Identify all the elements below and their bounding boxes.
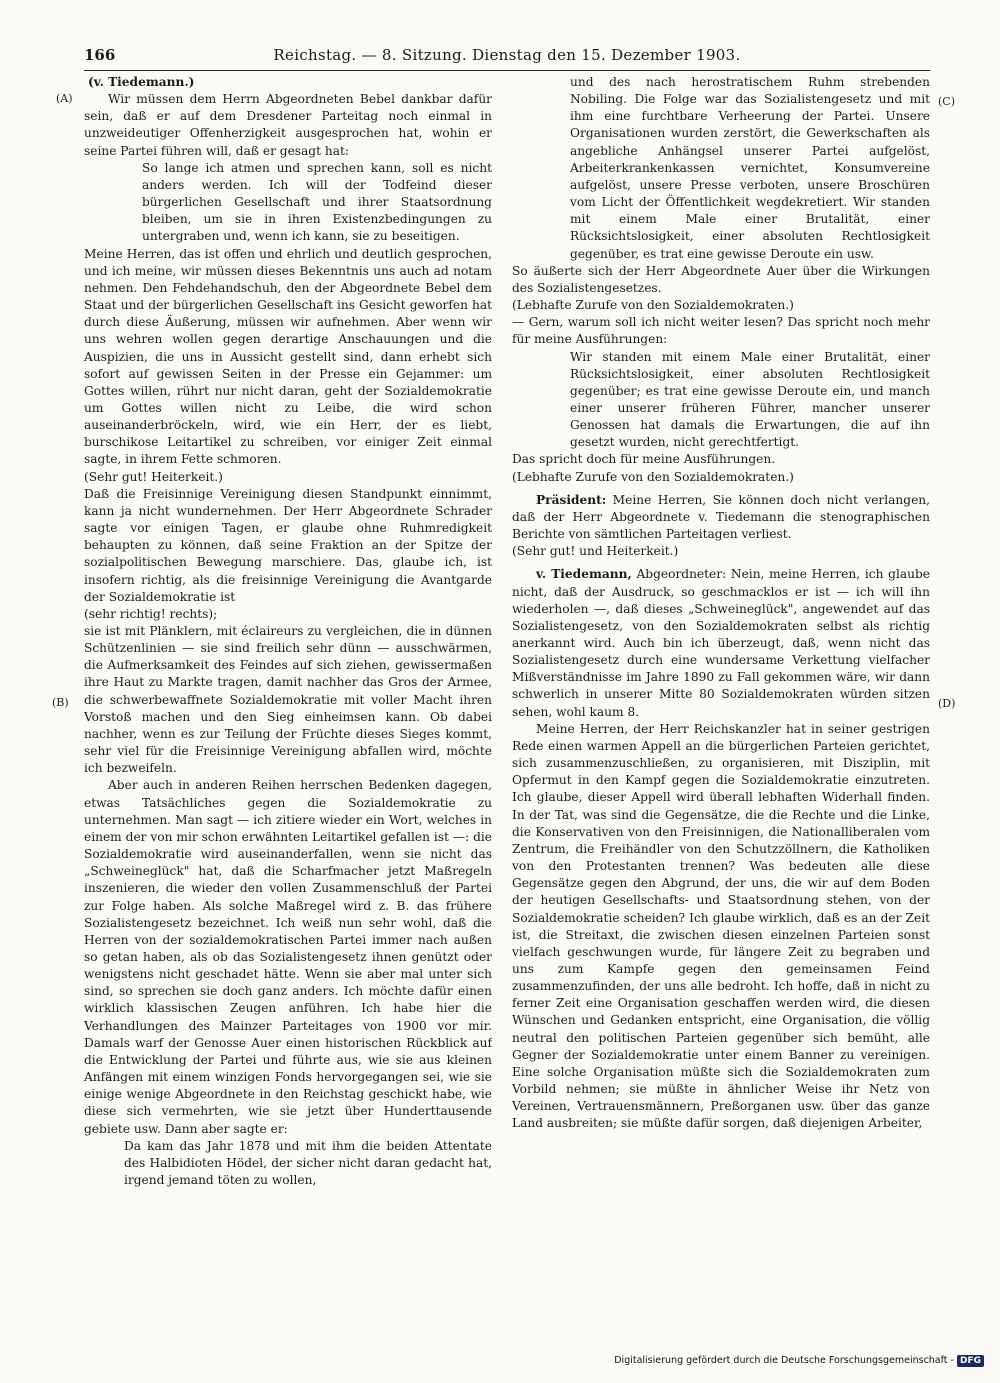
paragraph: — Gern, warum soll ich nicht weiter lesen? Das spricht noch mehr für meine Ausführungen:	[512, 315, 930, 347]
speaker-continuation: (v. Tiedemann.)	[88, 75, 195, 89]
footer-text: Digitalisierung gefördert durch die Deutsche Forschungsgemeinschaft -	[614, 1355, 954, 1366]
speaker-label-tiedemann: v. Tiedemann,	[536, 567, 632, 582]
quotation: So lange ich atmen und sprechen kann, soll es nicht anders werden. Ich will der Todfeind dieser bürgerlichen Gesellschaft und ihrer Staatsordnung bleiben, um sie in ihren Existenzbedingungen zu untergraben und, wenn ich kann, sie zu beseitigen.	[142, 160, 492, 244]
left-column	[84, 74, 492, 1326]
paragraph: So äußerte sich der Herr Abgeordnete Auer über die Wirkungen des Sozialistengesetzes.	[512, 263, 930, 295]
running-head: Reichstag. — 8. Sitzung. Dienstag den 15. Dezember 1903.	[273, 46, 741, 64]
paragraph: Daß die Freisinnige Vereinigung diesen Standpunkt einnimmt, kann ja nicht wundernehmen. Der Herr Abgeordnete Schrader sagte vor einigen Tagen, er glaube ohne Ruhmredigkeit behaupten zu können, daß seine Fraktion an der Spitze der sozialpolitischen Bewegung marschiere. Das, glaube ich, ist insofern richtig, als die freisinnige Vereinigung die Avantgarde der Sozialdemokratie ist	[84, 486, 492, 604]
paragraph: Aber auch in anderen Reihen herrschen Bedenken dagegen, etwas Tatsächliches gegen die Sozialdemokratie zu unternehmen. Man sagt — ich zitiere wieder ein Wort, welches in einem der von mir schon erwähnten Leitartikel gefallen ist —: die Sozialdemokratie wird auseinanderfallen, wenn sie nicht das „Schweineglück" hat, daß die Scharfmacher jetzt Maßregeln inszenieren, die wieder den vollen Zusammenschluß der Partei zur Folge haben. Als solche Maßregel wird z. B. das frühere Sozialistengesetz bezeichnet. Ich weiß nun sehr wohl, daß die Herren von der sozialdemokratischen Partei immer nach außen so getan haben, als ob das Sozialistengesetz ihnen genützt oder wenigstens nicht geschadet hätte. Wenn sie aber mal unter sich sind, so sprechen sie doch ganz anders. Ich möchte dafür einen wirklich klassischen Zeugen anführen. Ich habe hier die Verhandlungen des Mainzer Parteitages von 1900 vor mir. Damals warf der Genosse Auer einen historischen Rückblick auf die Entwicklung der Partei und führte aus, wie sie aus kleinen Anfängen mit einem winzigen Fonds hervorgegangen sei, wie sie einige wenige Abgeordnete in den Reichstag geschickt habe, wie diese sich vermehrten, wie sie jetzt über Hunderttausende gebiete usw. Dann aber sagte er:	[84, 778, 492, 1136]
president-statement	[512, 492, 930, 543]
speaker-text: Abgeordneter: Nein, meine Herren, ich glaube nicht, daß der Ausdruck, so geschmacklos er ist — ich will ihn wiederholen —, daß dieses „Schweineglück", angewendet auf das Sozialistengesetz, von den Sozialdemokraten selbst als richtig anerkannt wird. Auch bin ich überzeugt, daß, wenn nicht das Sozialistengesetz durch eine wundersame Verkettung vielfacher Mißverständnisse im Jahre 1890 zu Fall gekommen wäre, wir dann schwerlich in unserer Mitte 80 Sozialdemokraten würden sitzen sehen, wohl kaum 8.	[512, 567, 930, 719]
interjection: (Sehr gut! Heiterkeit.)	[84, 469, 223, 484]
president-text: Meine Herren, Sie können doch nicht verlangen, daß der Herr Abgeordnete v. Tiedemann die stenographischen Berichte von sämtlichen Parteitagen verliest.	[512, 492, 930, 542]
interjection: (Lebhafte Zurufe von den Sozialdemokraten.)	[512, 298, 794, 313]
right-column	[512, 74, 930, 1326]
margin-mark-d: (D)	[938, 697, 956, 710]
margin-mark-b: (B)	[52, 696, 69, 709]
margin-mark-a: (A)	[56, 92, 73, 105]
quotation-continued: und des nach herostratischem Ruhm strebenden Nobiling. Die Folge war das Sozialistengesetz und mit ihm eine furchtbare Verheerung der Partei. Unsere Organisationen wurden zerstört, die Gewerkschaften als angebliche Anhängsel unserer Partei aufgelöst, Arbeiterkrankenkassen vernichtet, Konsumvereine aufgelöst, unsere Presse verboten, unsere Broschüren vom Licht der Öffentlichkeit wegdekretiert. Wir standen mit einem Male einer Brutalität, einer Rücksichtslosigkeit, einer absoluten Rechtlosigkeit gegenüber, es trat eine gewisse Deroute ein usw.	[570, 75, 930, 261]
dfg-logo: DFG	[957, 1355, 984, 1367]
paragraph: Meine Herren, der Herr Reichskanzler hat in seiner gestrigen Rede einen warmen Appell an die bürgerlichen Parteien gerichtet, sich zusammenzuschließen, zu organisieren, mit Disziplin, mit Opfermut in den Kampf gegen die Sozialdemokratie einzutreten. Ich glaube, dieser Appell wird überall lebhaften Widerhall finden. In der Tat, was sind die Gegensätze, die die Rechte und die Linke, die Konservativen von den Freisinnigen, die Nationalliberalen vom Zentrum, die Freihändler von den Schutzzöllnern, die Katholiken von den Protestanten trennen? Was bedeuten alle diese Gegensätze gegen den Abgrund, der uns, die wir auf dem Boden der heutigen Gesellschafts- und Staatsordnung stehen, von der Sozialdemokratie scheiden? Ich glaube wirklich, daß es an der Zeit ist, die Streitaxt, die zwischen diesen einzelnen Parteien sonst vielfach geschwungen wurde, für längere Zeit zu begraben und uns zum Kampfe gegen den gemeinsamen Feind zusammenzufinden, der uns alle bedroht. Ich hoffe, daß in nicht zu ferner Zeit eine Organisation geschaffen werden wird, die diesen Wünschen und Gedanken entspricht, eine Organisation, die völlig neutral den politischen Parteien gegenüber sich bemüht, alle Gegner der Sozialdemokratie unter einem Banner zu vereinigen. Eine solche Organisation müßte sich die Sozialdemokraten zum Vorbild nehmen; sie müßte in ähnlicher Weise ihr Netz von Vereinen, Vertrauensmännern, Preßorganen usw. über das ganze Land ausbreiten; sie müßte dafür sorgen, daß diejenigen Arbeiter,	[512, 721, 930, 1131]
interjection: (Lebhafte Zurufe von den Sozialdemokraten.)	[512, 469, 794, 484]
interjection: (sehr richtig! rechts);	[84, 606, 218, 621]
paragraph: sie ist mit Plänklern, mit éclaireurs zu vergleichen, die in dünnen Schützenlinien — sie sind freilich sehr dünn — ausschwärmen, die Aufmerksamkeit des Feindes auf sich ziehen, gewissermaßen ihre Haut zu Markte tragen, damit nachher das Gros der Armee, die schwerbewaffnete Sozialdemokratie mit voller Macht ihren Vorstoß machen und den Sieg einheimsen kann. Ob dabei nachher, wenn es zur Teilung der Früchte dieses Sieges kommt, sehr viel für die Freisinnige Vereinigung abfallen wird, möchte ich bezweifeln.	[84, 624, 492, 776]
speaker-statement	[512, 566, 930, 720]
page-header	[84, 44, 930, 71]
quotation: Da kam das Jahr 1878 und mit ihm die beiden Attentate des Halbidioten Hödel, der sicher nicht daran gedacht hat, irgend jemand töten zu wollen,	[124, 1138, 492, 1187]
paragraph: Meine Herren, das ist offen und ehrlich und deutlich gesprochen, und ich meine, wir müssen dieses Bekenntnis uns auch ad notam nehmen. Den Fehdehandschuh, den der Abgeordnete Bebel dem Staat und der bürgerlichen Gesellschaft ins Gesicht geworfen hat durch diese Äußerung, müssen wir aufnehmen. Aber wenn wir uns wehren wollen gegen derartige Anschauungen und die Auspizien, die uns in Aussicht gestellt sind, dann erhebt sich sofort auf gewissen Seiten in der Presse ein Gejammer: um Gottes willen, rührt nur nicht daran, geht der Sozialdemokratie um Gottes willen nicht zu Leibe, die wird schon auseinanderbröckeln, wird, wie ein Herr, der es liebt, burschikose Leitartikel zu schreiben, vor einiger Zeit einmal sagte, in ihrem Fette schmoren.	[84, 246, 492, 467]
paragraph: Das spricht doch für meine Ausführungen.	[512, 452, 776, 467]
margin-mark-c: (C)	[938, 95, 955, 108]
page-number: 166	[84, 46, 116, 64]
interjection: (Sehr gut! und Heiterkeit.)	[512, 544, 679, 559]
speaker-label-president: Präsident:	[536, 492, 607, 507]
quotation: Wir standen mit einem Male einer Brutalität, einer Rücksichtslosigkeit, einer absoluten Rechtlosigkeit gegenüber; es trat eine gewisse Deroute ein, und manch einer unserer früheren Führer, mancher unserer Genossen hat damals die Erwartungen, die auf ihn gesetzt wurden, nicht gerechtfertigt.	[570, 349, 930, 450]
digitization-footer	[614, 1352, 984, 1370]
paragraph: Wir müssen dem Herrn Abgeordneten Bebel dankbar dafür sein, daß er auf dem Dresdener Parteitag noch einmal in unzweideutiger Offenherzigkeit ausgesprochen hat, wohin er seine Partei führen will, daß er gesagt hat:	[84, 92, 492, 158]
